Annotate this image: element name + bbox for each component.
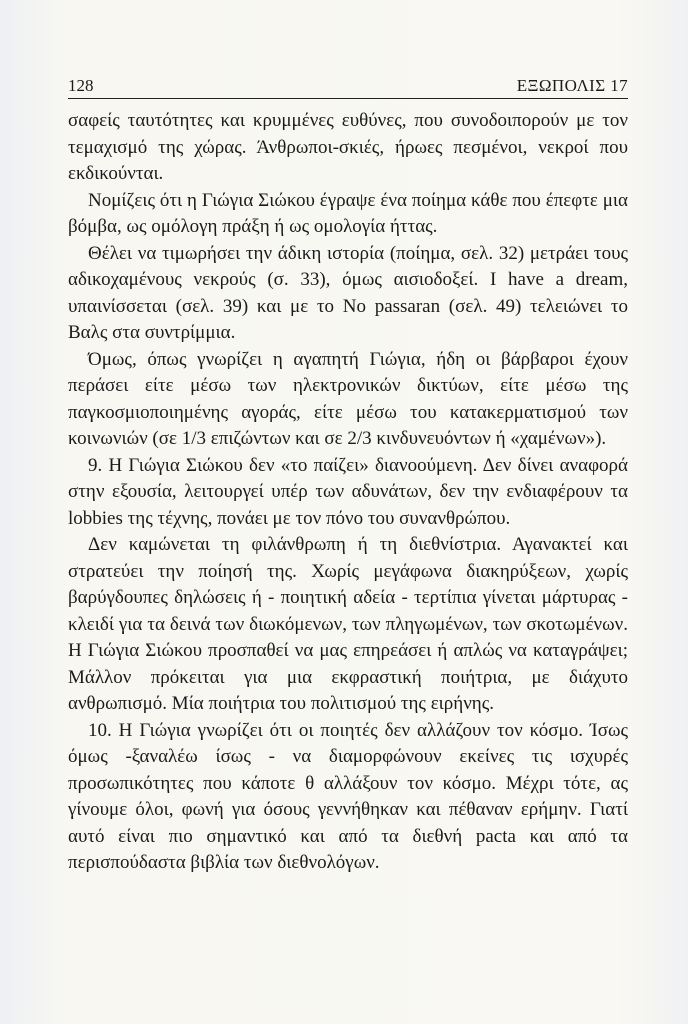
paragraph: Όμως, όπως γνωρίζει η αγαπητή Γιώγια, ήδη οι βάρβαροι έχουν περάσει είτε μέσω των ηλεκτρονικών δικτύων, είτε μέσω της παγκοσμιοποιημένης αγοράς, είτε μέσω του κατακερματισμού των κοινωνιών (σε 1/3 επιζώντων και σε 2/3 κινδυνευόντων ή «χαμένων»). bbox=[68, 348, 628, 449]
paragraph: Νομίζεις ότι η Γιώγια Σιώκου έγραψε ένα ποίημα κάθε που έπεφτε μια βόμβα, ως ομόλογη πράξη ή ως ομολογία ήττας. bbox=[68, 189, 628, 237]
paragraph: σαφείς ταυτότητες και κρυμμένες ευθύνες, που συνοδοιπορούν με τον τεμαχισμό της χώρας. Άνθρωποι-σκιές, ήρωες πεσμένοι, νεκροί που εκδικούνται. bbox=[68, 110, 628, 184]
paragraph: 10. Η Γιώγια γνωρίζει ότι οι ποιητές δεν αλλάζουν τον κόσμο. Ίσως όμως -ξαναλέω ίσως - να διαμορφώνουν εκείνες τις ισχυρές προσωπικότητες που κάποτε θ αλλάξουν τον κόσμο. Μέχρι τότε, ας γίνουμε όλοι, φωνή για όσους γεννήθηκαν και πέθαναν ερήμην. Γιατί αυτό είναι πιο σημαντικό και από τα διεθνή pacta και από τα περισπούδαστα βιβλία των διεθνολόγων. bbox=[68, 719, 628, 873]
paragraph: Θέλει να τιμωρήσει την άδικη ιστορία (ποίημα, σελ. 32) μετράει τους αδικοχαμένους νεκρούς (σ. 33), όμως αισιοδοξεί. I have a dream, υπαινίσσεται (σελ. 39) και με το No passaran (σελ. 49) τελειώνει το Βαλς στα συντρίμμια. bbox=[68, 242, 628, 343]
page-header bbox=[68, 76, 628, 99]
page-number: 128 bbox=[68, 76, 94, 95]
running-head: ΕΞΩΠΟΛΙΣ 17 bbox=[516, 76, 628, 95]
paragraph: Δεν καμώνεται τη φιλάνθρωπη ή τη διεθνίστρια. Αγανακτεί και στρατεύει την ποίησή της. Χωρίς μεγάφωνα διακηρύξεων, χωρίς βαρύγδουπες δηλώσεις ή - ποιητική αδεία - τερτίπια γίνεται μάρτυρας - κλειδί για τα δεινά των διωκόμενων, των πληγωμένων, των σκοτωμένων. Η Γιώγια Σιώκου προσπαθεί να μας επηρεάσει ή απλώς να καταγράψει; Μάλλον πρόκειται για μια εκφραστική ποιήτρια, με διάχυτο ανθρωπισμό. Μία ποιήτρια του πολιτισμού της ειρήνης. bbox=[68, 534, 628, 714]
paragraph: 9. Η Γιώγια Σιώκου δεν «το παίζει» διανοούμενη. Δεν δίνει αναφορά στην εξουσία, λειτουργεί υπέρ των αδυνάτων, δεν την ενδιαφέρουν τα lobbies της τέχνης, πονάει με τον πόνο του συνανθρώπου. bbox=[68, 454, 628, 529]
body-text bbox=[68, 108, 628, 877]
